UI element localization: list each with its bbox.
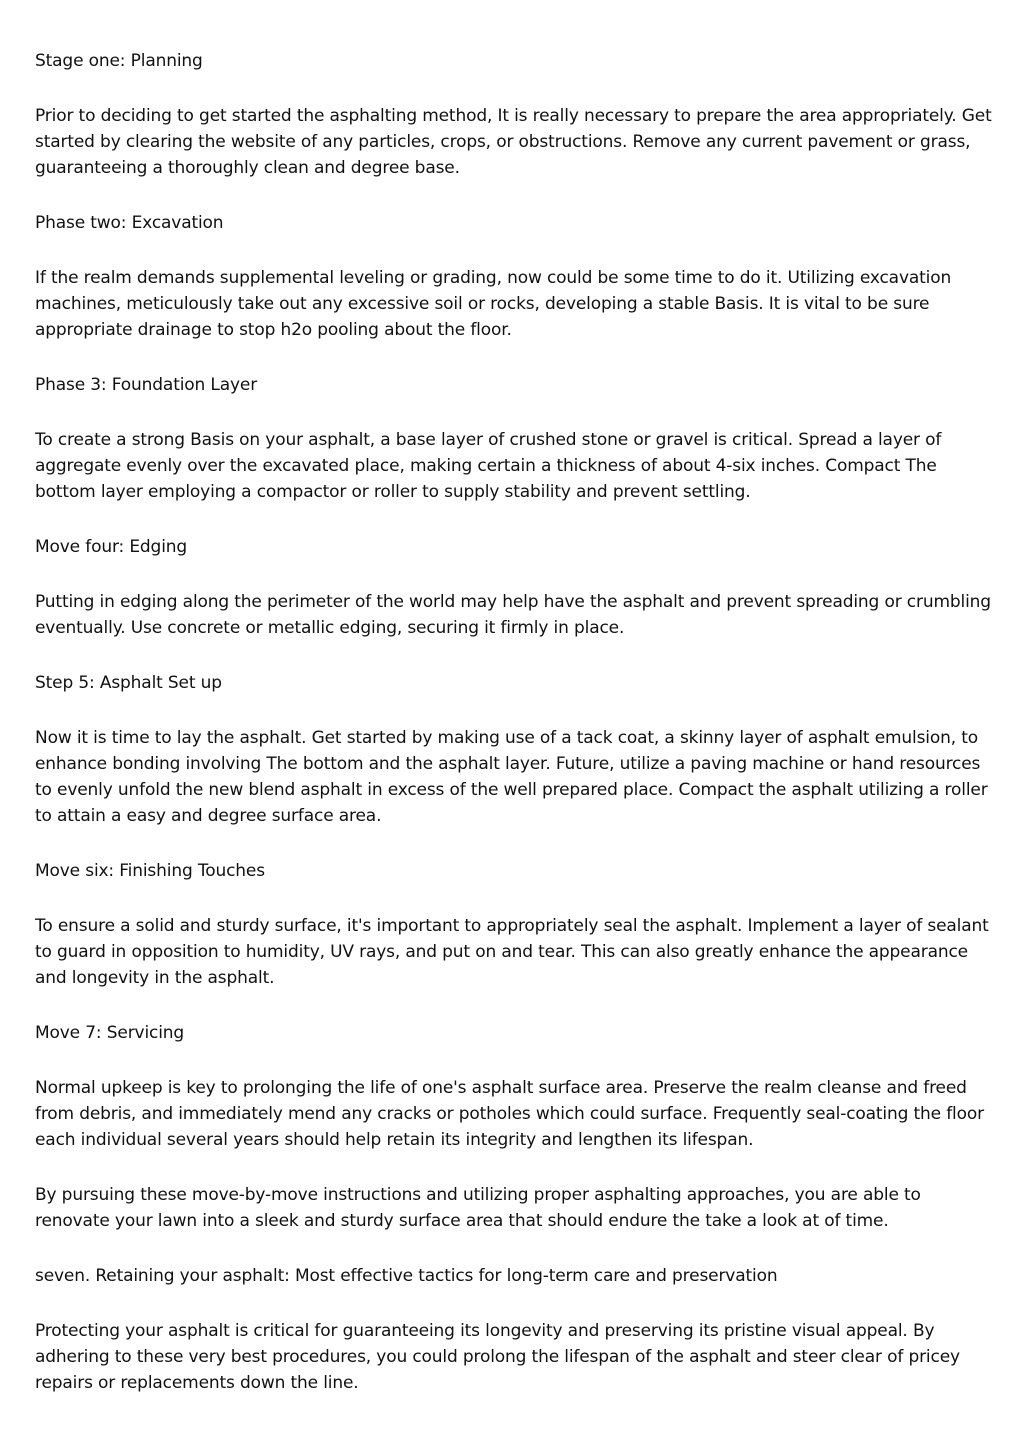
- heading-stage-one-planning: Stage one: Planning: [35, 51, 203, 71]
- heading-phase-3-foundation-layer: Phase 3: Foundation Layer: [35, 375, 258, 395]
- paragraph-edging: Putting in edging along the perimeter of the world may help have the asphalt and prevent spreading or crumbling eventually. Use concrete or metallic edging, securing it firmly in place.: [35, 592, 991, 638]
- paragraph-retaining-asphalt: Protecting your asphalt is critical for guaranteeing its longevity and preserving its pristine visual appeal. By adhering to these very best procedures, you could prolong the lifespan of the asphalt and steer clear of pricey repairs or replacements down the line.: [35, 1321, 960, 1393]
- paragraph-foundation-layer: To create a strong Basis on your asphalt, a base layer of crushed stone or gravel is critical. Spread a layer of aggregate evenly over the excavated place, making certain a thickness of about 4-six inches. Compact The bottom layer employing a compactor or roller to supply stability and prevent settling.: [35, 430, 942, 502]
- paragraph-finishing-touches: To ensure a solid and sturdy surface, it's important to appropriately seal the asphalt. Implement a layer of sealant to guard in opposition to humidity, UV rays, and put on and tear. This can also greatly enhance the appearance and longevity in the asphalt.: [35, 916, 989, 988]
- paragraph-servicing: Normal upkeep is key to prolonging the life of one's asphalt surface area. Preserve the realm cleanse and freed from debris, and immediately mend any cracks or potholes which could surface. Frequently seal-coating the floor each individual several years should help retain its integrity and lengthen its lifespan.: [35, 1078, 984, 1150]
- heading-step-5-asphalt-set-up: Step 5: Asphalt Set up: [35, 673, 222, 693]
- paragraph-asphalt-set-up: Now it is time to lay the asphalt. Get started by making use of a tack coat, a skinny layer of asphalt emulsion, to enhance bonding involving The bottom and the asphalt layer. Future, utilize a paving machine or hand resources to evenly unfold the new blend asphalt in excess of the well prepared place. Compact the asphalt utilizing a roller to attain a easy and degree surface area.: [35, 728, 988, 826]
- document-body: [35, 48, 995, 1425]
- heading-move-four-edging: Move four: Edging: [35, 537, 188, 557]
- paragraph-excavation: If the realm demands supplemental leveling or grading, now could be some time to do it. Utilizing excavation machines, meticulously take out any excessive soil or rocks, developing a stable Basis. It is vital to be sure appropriate drainage to stop h2o pooling about the floor.: [35, 268, 952, 340]
- paragraph-conclusion: By pursuing these move-by-move instructions and utilizing proper asphalting approaches, you are able to renovate your lawn into a sleek and sturdy surface area that should endure the take a look at of time.: [35, 1185, 921, 1231]
- heading-move-six-finishing-touches: Move six: Finishing Touches: [35, 861, 265, 881]
- heading-seven-retaining-asphalt: seven. Retaining your asphalt: Most effective tactics for long-term care and preservation: [35, 1266, 778, 1286]
- heading-move-7-servicing: Move 7: Servicing: [35, 1023, 185, 1043]
- heading-phase-two-excavation: Phase two: Excavation: [35, 213, 224, 233]
- paragraph-planning: Prior to deciding to get started the asphalting method, It is really necessary to prepare the area appropriately. Get started by clearing the website of any particles, crops, or obstructions. Remove any current pavement or grass, guaranteeing a thoroughly clean and degree base.: [35, 106, 992, 178]
